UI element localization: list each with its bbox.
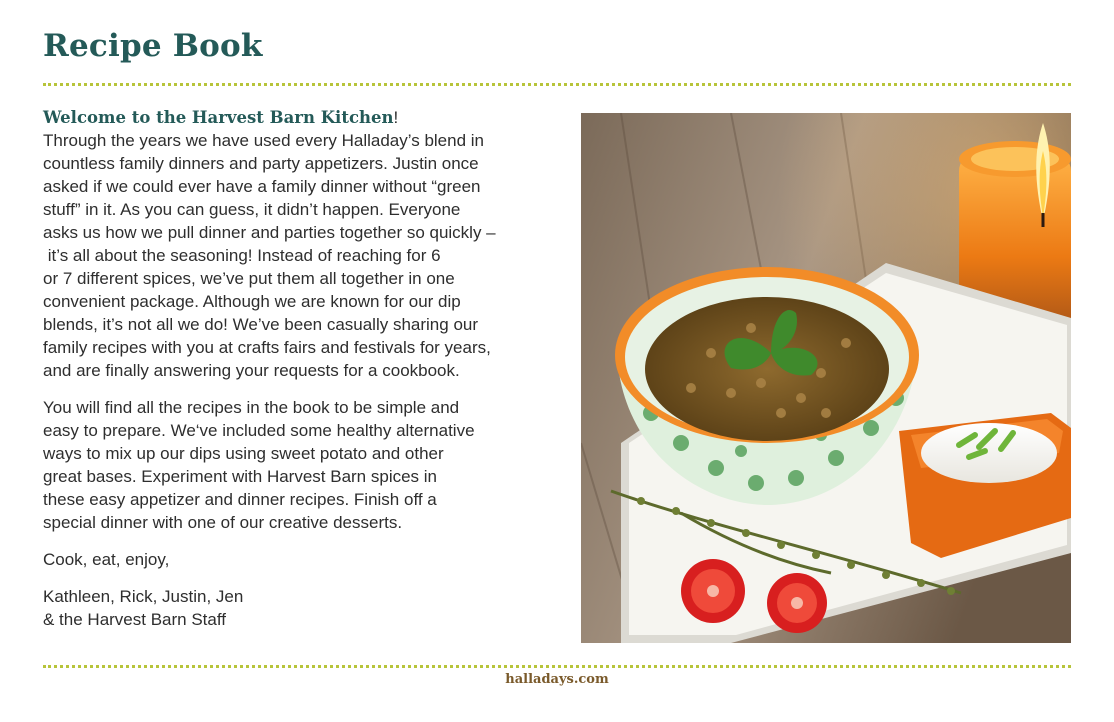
signature xyxy=(43,585,553,631)
footer-website: halladays.com xyxy=(505,672,609,687)
welcome-heading-punct: ! xyxy=(393,108,399,127)
intro-line: family recipes with you at crafts fairs and festivals for years, xyxy=(43,338,491,357)
signature-staff: & the Harvest Barn Staff xyxy=(43,610,226,629)
intro-paragraph xyxy=(43,106,553,382)
intro-line: convenient package. Although we are known for our dip xyxy=(43,292,461,311)
intro-line: or 7 different spices, we’ve put them all together in one xyxy=(43,269,455,288)
intro-line: it’s all about the seasoning! Instead of reaching for 6 xyxy=(43,246,441,265)
recipes-paragraph xyxy=(43,396,553,534)
welcome-heading: Welcome to the Harvest Barn Kitchen xyxy=(43,108,394,127)
recipes-line: great bases. Experiment with Harvest Barn spices in xyxy=(43,467,438,486)
food-photo xyxy=(581,113,1071,643)
welcome-letter xyxy=(43,106,553,645)
intro-line: Through the years we have used every Halladay’s blend in xyxy=(43,131,485,150)
intro-line: asks us how we pull dinner and parties together so quickly – xyxy=(43,223,496,242)
signature-names: Kathleen, Rick, Justin, Jen xyxy=(43,587,244,606)
closing-line: Cook, eat, enjoy, xyxy=(43,550,170,569)
top-divider xyxy=(43,83,1071,86)
recipes-line: special dinner with one of our creative desserts. xyxy=(43,513,403,532)
intro-line: stuff” in it. As you can guess, it didn’t happen. Everyone xyxy=(43,200,461,219)
intro-line: asked if we could ever have a family dinner without “green xyxy=(43,177,481,196)
bottom-divider xyxy=(43,665,1071,668)
intro-line: blends, it’s not all we do! We’ve been casually sharing our xyxy=(43,315,479,334)
recipes-line: You will find all the recipes in the book to be simple and xyxy=(43,398,460,417)
recipes-line: easy to prepare. We‘ve included some healthy alternative xyxy=(43,421,475,440)
recipes-line: these easy appetizer and dinner recipes. Finish off a xyxy=(43,490,437,509)
page-title: Recipe Book xyxy=(43,28,263,64)
intro-line: and are finally answering your requests for a cookbook. xyxy=(43,361,460,380)
recipes-line: ways to mix up our dips using sweet potato and other xyxy=(43,444,444,463)
intro-line: countless family dinners and party appetizers. Justin once xyxy=(43,154,479,173)
